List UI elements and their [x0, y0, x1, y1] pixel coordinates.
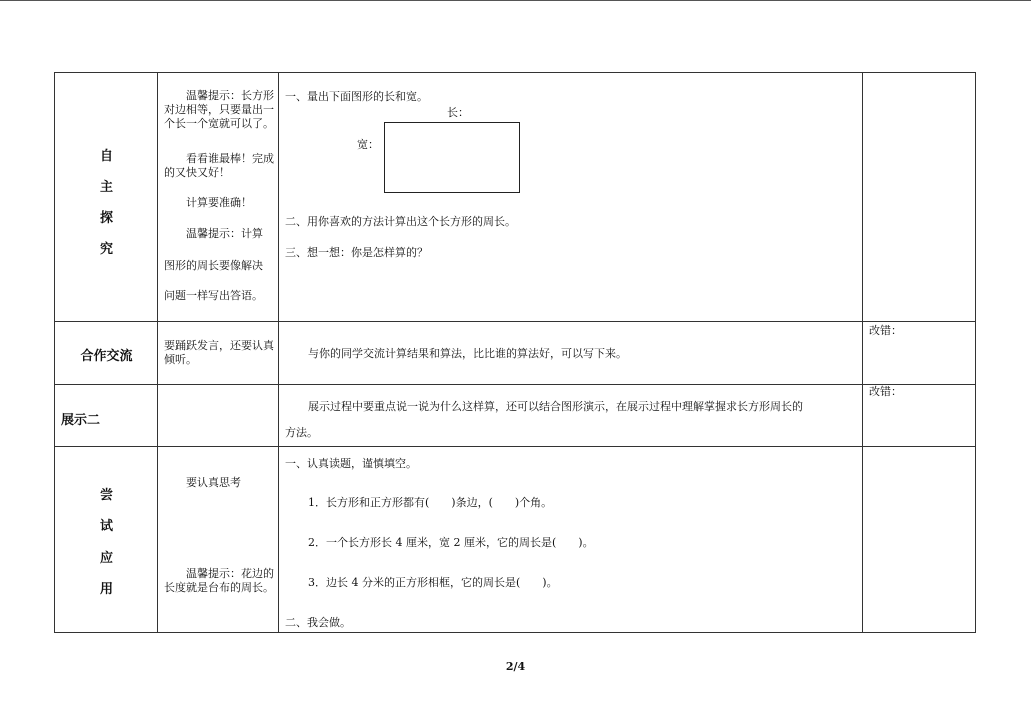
- apply-char-2: 试: [99, 519, 113, 534]
- row-cooperate: [54, 321, 976, 385]
- show-two-content-cell: [279, 385, 863, 446]
- question-measure: 一、量出下面图形的长和宽。: [285, 90, 428, 103]
- width-label: 宽：: [357, 138, 379, 151]
- apply-char-1: 尝: [99, 488, 113, 503]
- apply-tips-cell: [158, 447, 279, 632]
- show-two-content-line-2: 方法。: [285, 426, 318, 439]
- self-study-label-cell: [55, 73, 158, 321]
- question-perimeter: 二、用你喜欢的方法计算出这个长方形的周长。: [285, 215, 516, 228]
- apply-content-cell: [279, 447, 863, 632]
- worksheet-table: [54, 72, 976, 633]
- apply-notes-cell: [863, 447, 977, 632]
- rectangle-figure: [384, 122, 520, 193]
- apply-question-fill: 一、认真读题，谨慎填空。: [285, 457, 417, 470]
- cooperate-tip: 要踊跃发言，还要认真倾听。: [164, 339, 274, 366]
- correction-label-2: 改错：: [869, 385, 902, 398]
- length-label: 长：: [447, 106, 469, 119]
- self-study-tips-cell: [158, 73, 279, 321]
- self-study-char-1: 自: [99, 149, 113, 164]
- apply-item-2: 2．一个长方形长 4 厘米，宽 2 厘米，它的周长是( )。: [308, 536, 594, 549]
- self-study-content-cell: [279, 73, 863, 321]
- self-study-char-3: 探: [99, 211, 113, 226]
- cooperate-label: 合作交流: [80, 349, 133, 364]
- apply-item-1: 1．长方形和正方形都有( )条边，( )个角。: [308, 496, 553, 509]
- tip-best: 看看谁最棒！完成的又快又好！: [164, 152, 274, 179]
- tip-accurate: 计算要准确！: [186, 196, 252, 209]
- self-study-char-4: 究: [99, 242, 113, 257]
- correction-label-1: 改错：: [869, 324, 902, 337]
- top-rule: [0, 0, 1031, 1]
- apply-tip-border: 温馨提示：花边的长度就是台布的周长。: [164, 567, 274, 594]
- show-two-content-line-1: 展示过程中要重点说一说为什么这样算，还可以结合图形演示，在展示过程中理解掌握求长方形周长的: [308, 400, 803, 413]
- apply-label-cell: [55, 447, 158, 632]
- self-study-notes-cell: [863, 73, 977, 321]
- tip-answer-line-1: 温馨提示：计算: [186, 227, 263, 240]
- tip-answer-line-2: 图形的周长要像解决: [164, 259, 263, 272]
- apply-tip-think: 要认真思考: [186, 476, 241, 489]
- correction-divider: [862, 384, 975, 385]
- apply-char-4: 用: [99, 582, 113, 597]
- cooperate-tip-cell: [158, 322, 279, 385]
- cooperate-content: 与你的同学交流计算结果和算法，比比谁的算法好，可以写下来。: [308, 347, 627, 360]
- apply-char-3: 应: [99, 551, 113, 566]
- cooperate-label-cell: [55, 322, 158, 385]
- show-two-tip-cell: [158, 385, 279, 446]
- tip-measure: 温馨提示：长方形对边相等，只要量出一个长一个宽就可以了。: [164, 89, 274, 130]
- cooperate-content-cell: [279, 322, 863, 385]
- apply-item-3: 3．边长 4 分米的正方形相框，它的周长是( )。: [308, 576, 558, 589]
- apply-question-do: 二、我会做。: [285, 616, 351, 629]
- tip-answer-line-3: 问题一样写出答语。: [164, 289, 263, 302]
- show-two-label: 展示二: [61, 413, 101, 428]
- row-show-two: [54, 384, 976, 447]
- row-self-study: [54, 72, 976, 322]
- page-number: 2/4: [505, 660, 526, 673]
- show-two-label-cell: [55, 385, 158, 446]
- question-think: 三、想一想：你是怎样算的？: [285, 246, 428, 259]
- self-study-char-2: 主: [99, 180, 113, 195]
- row-apply: [54, 446, 976, 633]
